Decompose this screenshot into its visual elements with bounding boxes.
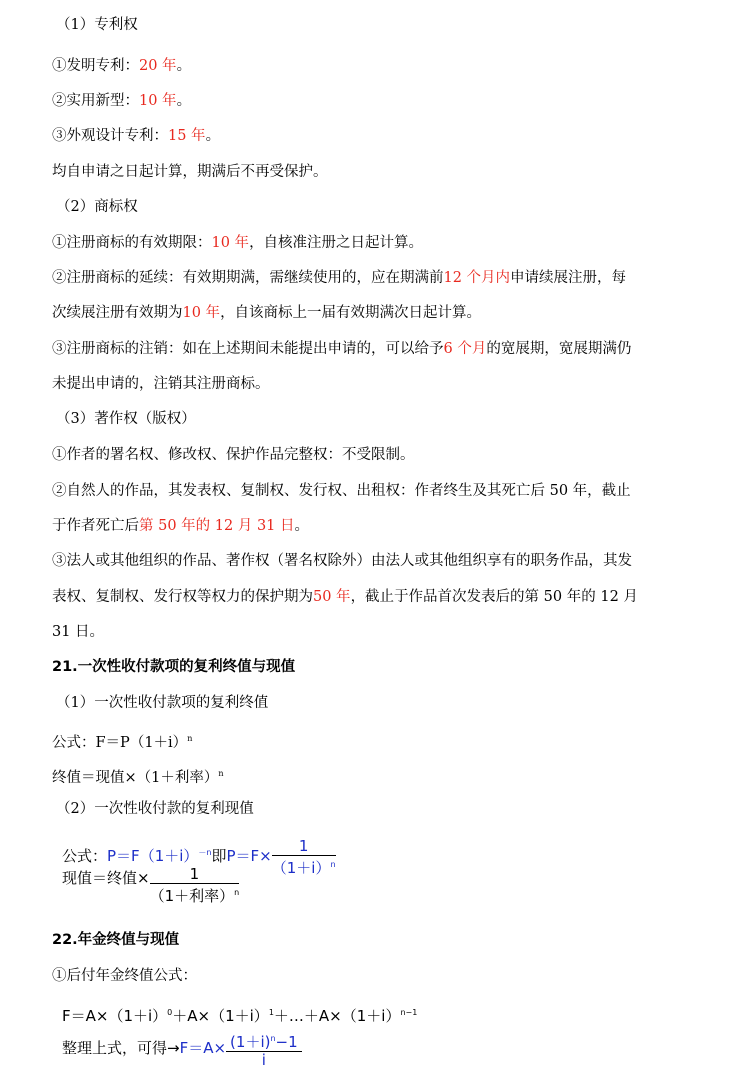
copyright-corp-term: 50 年 — [313, 589, 351, 605]
patent-note: 均自申请之日起计算，期满后不再受保护。 — [52, 164, 328, 180]
renewal-term: 10 年 — [182, 305, 221, 321]
annuity-fraction: $\frac{(1+i)^n-1}{i}$ — [226, 1030, 302, 1069]
copyright-heading: （3）著作权（版权） — [56, 411, 196, 427]
section21-title: 21.一次性收付款项的复利终值与现值 — [52, 659, 296, 675]
renewal-window: 12 个月内 — [443, 270, 511, 286]
copyright-item3-line2: 表权、复制权、发行权等权力的保护期为50 年，截止于作品首次发表后的第 50 年的 12 月 — [52, 589, 638, 605]
trademark-validity-term: 10 年 — [211, 235, 250, 251]
patent-utility-line: ②实用新型：10 年。 — [52, 93, 192, 109]
trademark-validity-line: ①注册商标的有效期限：10 年，自核准注册之日起计算。 — [52, 235, 424, 251]
grace-period: 6 个月 — [443, 341, 487, 357]
present-value-formula: 公式：$P=F(1+i)^{-n}$即P＝F× $\frac{1}{(1+i)^n}$ — [62, 837, 336, 877]
patent-heading: （1）专利权 — [56, 17, 138, 33]
invention-term: 20 年 — [139, 58, 177, 74]
compound-future-formula: 公式：$F=P(1+i)^n$ — [52, 734, 193, 751]
present-value-words-fraction: $\frac{1}{(1+利率)^n}$ — [149, 865, 240, 905]
section21-sub2: （2）一次性收付款的复利现值 — [56, 801, 254, 817]
section21-sub1: （1）一次性收付款项的复利终值 — [56, 695, 269, 711]
present-value-fraction: $\frac{1}{(1+i)^n}$ — [271, 837, 336, 877]
annuity-future-simplified: 整理上式，可得→F＝A× $\frac{(1+i)^n-1}{i}$ — [62, 1030, 302, 1069]
utility-term: 10 年 — [139, 93, 177, 109]
trademark-cancel-line2: 未提出申请的，注销其注册商标。 — [52, 376, 270, 392]
section22-sub1: ①后付年金终值公式： — [52, 968, 197, 984]
trademark-cancel-line1: ③注册商标的注销：如在上述期间未能提出申请的，可以给予6 个月的宽展期，宽展期满仍 — [52, 341, 632, 357]
design-term: 15 年 — [168, 128, 206, 144]
copyright-deadline: 第 50 年的 12 月 31 日 — [139, 518, 295, 534]
trademark-heading: （2）商标权 — [56, 199, 138, 215]
section22-title: 22.年金终值与现值 — [52, 932, 180, 948]
compound-future-words: 终值＝现值×（1＋利率）$^n$ — [52, 769, 224, 786]
copyright-item3-line1: ③法人或其他组织的作品、著作权（署名权除外）由法人或其他组织享有的职务作品，其发 — [52, 553, 632, 569]
trademark-renewal-line2: 次续展注册有效期为10 年，自该商标上一届有效期满次日起计算。 — [52, 305, 482, 321]
annuity-future-formula: $F=A\times(1+i)^0+A\times(1+i)^1+\dots+A\times(1+i)^{n-1}$ — [62, 1007, 418, 1025]
copyright-item2-line2: 于作者死亡后第 50 年的 12 月 31 日。 — [52, 518, 310, 534]
copyright-item2-line1: ②自然人的作品，其发表权、复制权、发行权、出租权：作者终生及其死亡后 50 年，截止 — [52, 483, 631, 499]
trademark-renewal-line1: ②注册商标的延续：有效期期满，需继续使用的，应在期满前12 个月内申请续展注册，每 — [52, 270, 627, 286]
copyright-item1: ①作者的署名权、修改权、保护作品完整权：不受限制。 — [52, 447, 415, 463]
copyright-item3-line3: 31 日。 — [52, 624, 105, 640]
patent-invention-line: ①发明专利：20 年。 — [52, 58, 192, 74]
patent-design-line: ③外观设计专利：15 年。 — [52, 128, 221, 144]
present-value-words: 现值＝终值× $\frac{1}{(1+利率)^n}$ — [62, 865, 240, 905]
